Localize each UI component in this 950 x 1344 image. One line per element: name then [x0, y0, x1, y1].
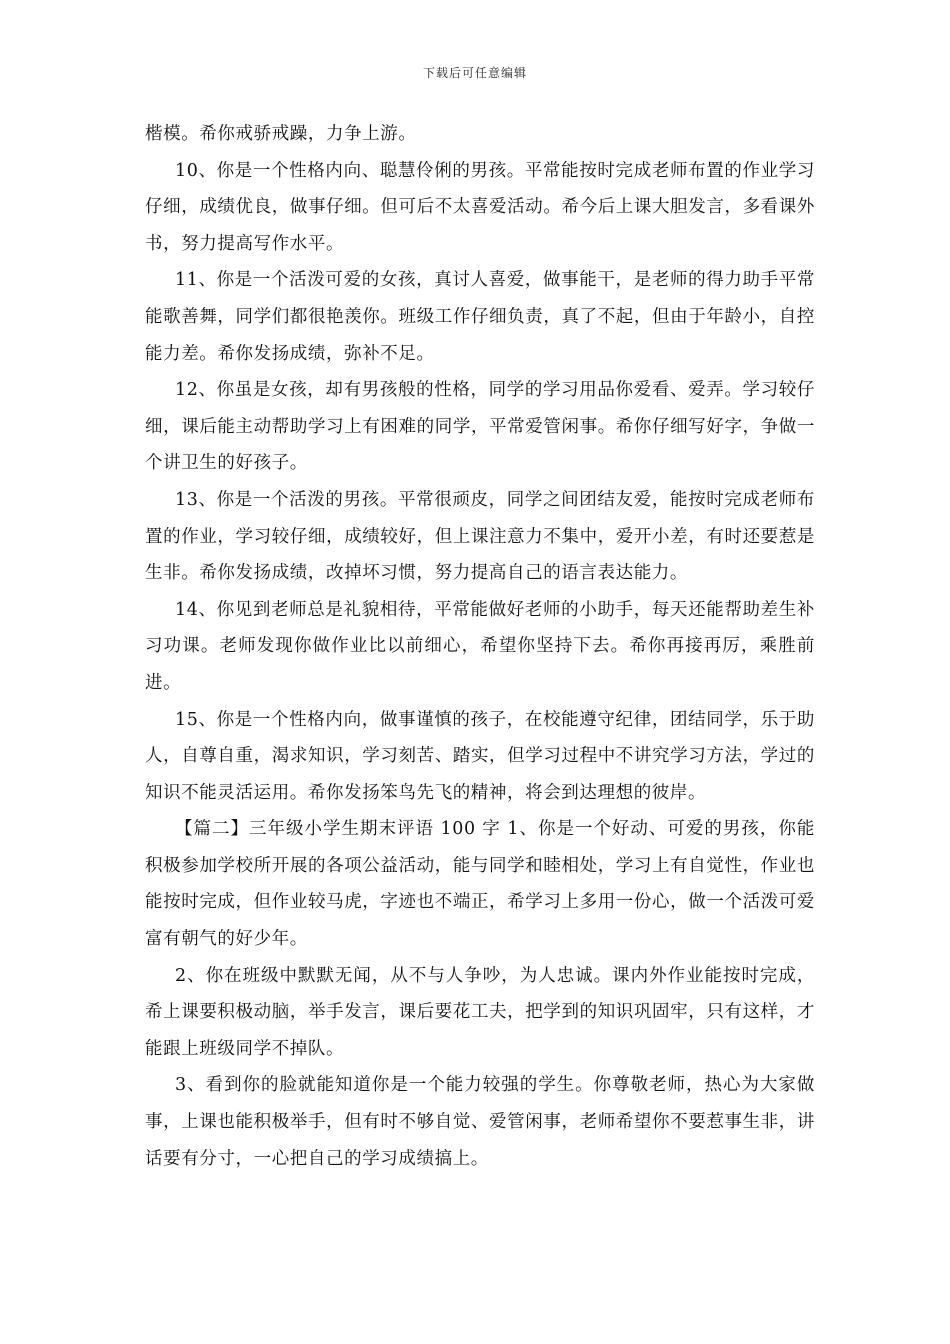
- paragraph-continuation: 楷模。希你戒骄戒躁，力争上游。: [145, 124, 417, 144]
- paragraph-comment-12: 12、你虽是女孩，却有男孩般的性格，同学的学习用品你爱看、爱弄。学习较仔细，课后能主动帮助学习上有困难的同学，平常爱管闲事。希你仔细写好字，争做一个讲卫生的好孩子。: [145, 380, 815, 474]
- document-body: [145, 116, 815, 1177]
- paragraph-section-two-comment-3: 3、看到你的脸就能知道你是一个能力较强的学生。你尊敬老师，热心为大家做事，上课也能积极举手，但有时不够自觉、爱管闲事，老师希望你不要惹事生非，讲话要有分寸，一心把自己的学习成绩搞上。: [145, 1075, 815, 1169]
- paragraph-comment-11: 11、你是一个活泼可爱的女孩，真讨人喜爱，做事能干，是老师的得力助手平常能歌善舞，同学们都很艳羡你。班级工作仔细负责，真了不起，但由于年龄小，自控能力差。希你发扬成绩，弥补不足。: [145, 270, 815, 364]
- paragraph-comment-14: 14、你见到老师总是礼貌相待，平常能做好老师的小助手，每天还能帮助差生补习功课。老师发现你做作业比以前细心，希望你坚持下去。希你再接再厉，乘胜前进。: [145, 599, 815, 693]
- paragraph-section-two-comment-1: 【篇二】三年级小学生期末评语 100 字 1、你是一个好动、可爱的男孩，你能积极参加学校所开展的各项公益活动，能与同学和睦相处，学习上有自觉性，作业也能按时完成，但作业较马虎，字迹也不端正，希学习上多用一份心，做一个活泼可爱富有朝气的好少年。: [145, 819, 815, 950]
- paragraph-comment-13: 13、你是一个活泼的男孩。平常很顽皮，同学之间团结友爱，能按时完成老师布置的作业，学习较仔细，成绩较好，但上课注意力不集中，爱开小差，有时还要惹是生非。希你发扬成绩，改掉坏习惯，努力提高自己的语言表达能力。: [145, 489, 815, 584]
- paragraph-section-two-comment-2: 2、你在班级中默默无闻，从不与人争吵，为人忠诚。课内外作业能按时完成，希上课要积极动脑，举手发言，课后要花工夫，把学到的知识巩固牢，只有这样，才能跟上班级同学不掉队。: [145, 965, 815, 1059]
- page-header: 下载后可任意编辑: [422, 66, 527, 80]
- paragraph-comment-10: 10、你是一个性格内向、聪慧伶俐的男孩。平常能按时完成老师布置的作业学习仔细，成绩优良，做事仔细。但可后不太喜爱活动。希今后上课大胆发言，多看课外书，努力提高写作水平。: [145, 160, 815, 254]
- paragraph-comment-15: 15、你是一个性格内向，做事谨慎的孩子，在校能遵守纪律，团结同学，乐于助人，自尊自重，渴求知识，学习刻苦、踏实，但学习过程中不讲究学习方法，学过的知识不能灵活运用。希你发扬笨鸟先飞的精神，将会到达理想的彼岸。: [145, 709, 815, 803]
